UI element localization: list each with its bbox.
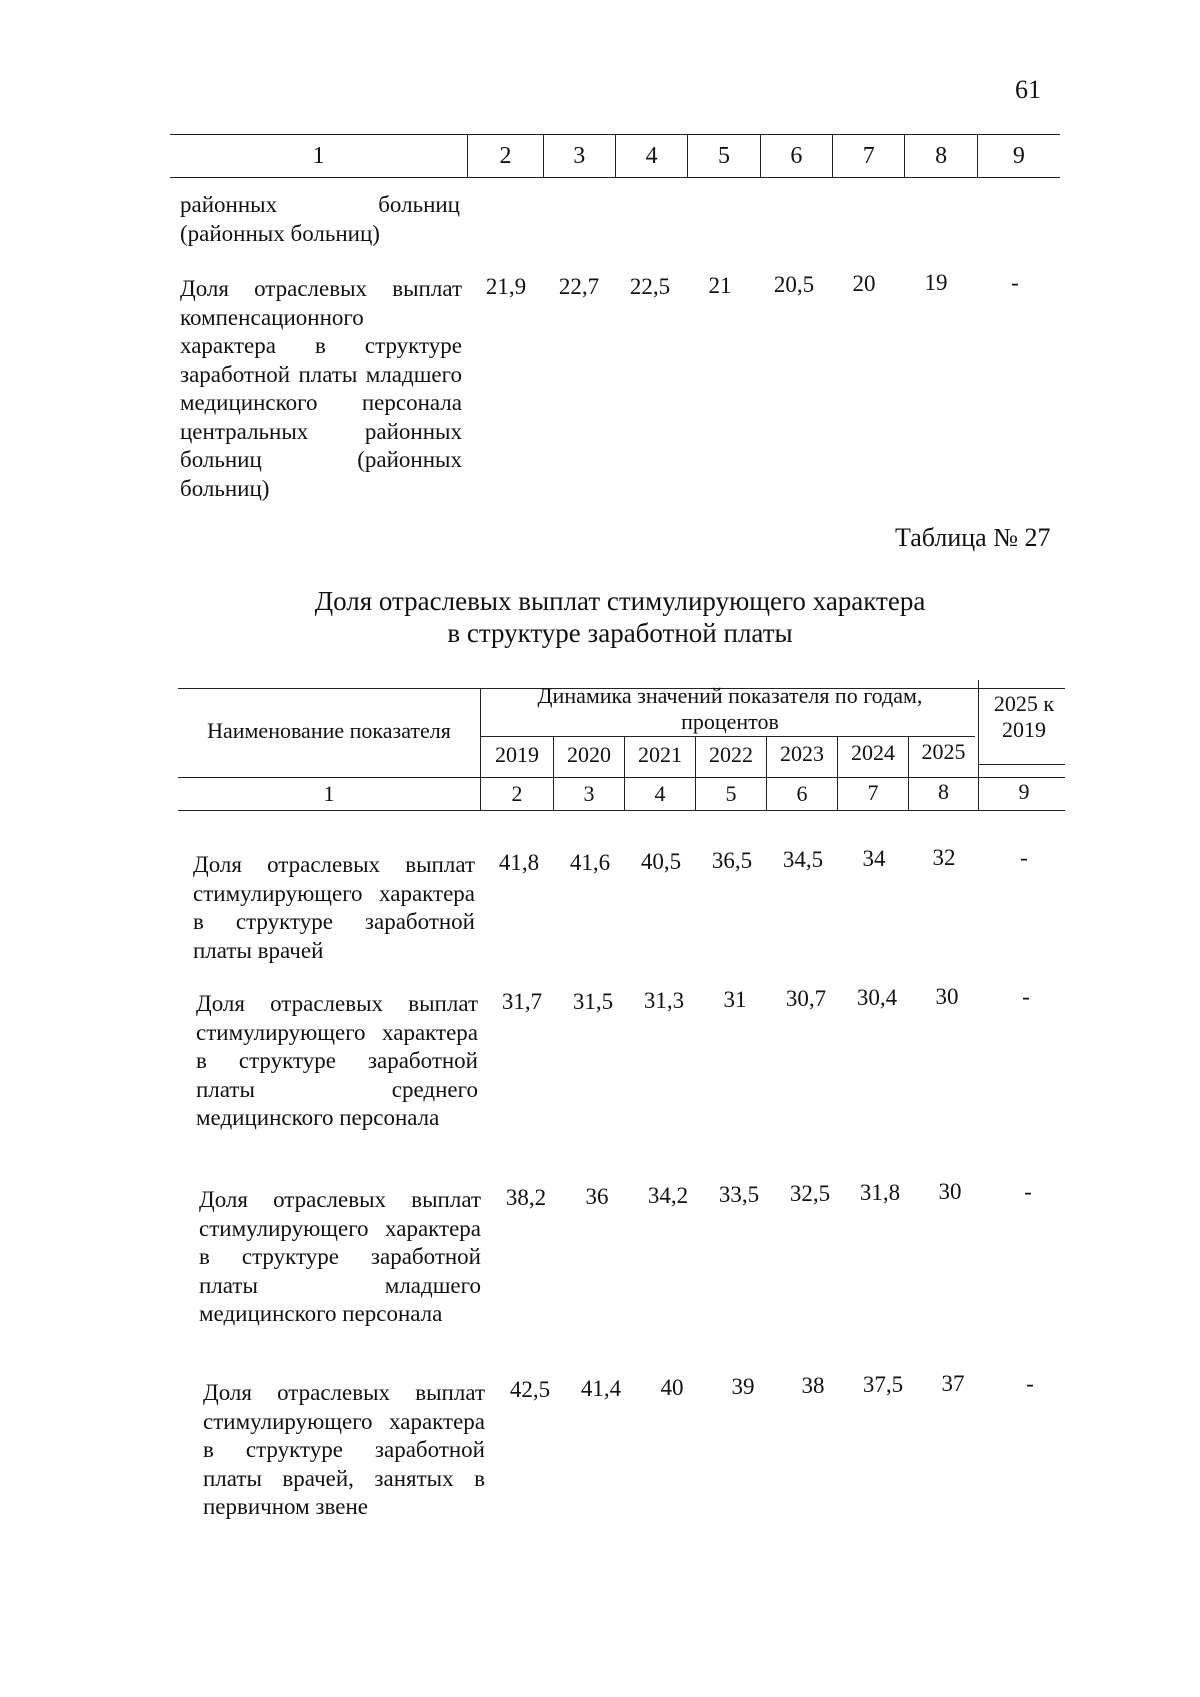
- table-cell: 20: [852, 271, 876, 296]
- header-year: 2019: [495, 742, 539, 767]
- table-cell: 41,6: [569, 850, 611, 875]
- header-dynamics: Динамика значений показателя по годам, процентов: [537, 683, 923, 734]
- table-cell: -: [1024, 1179, 1032, 1204]
- col-number: 7: [867, 780, 879, 805]
- header-year: 2024: [851, 740, 895, 765]
- table-cell: 38,2: [505, 1185, 547, 1210]
- page-number: 61: [1015, 75, 1041, 104]
- table-row-label: Доля отраслевых выплат компенсационного характера в структуре заработной платы младшего медицинского персонала центральных районных больниц (районных больниц): [180, 276, 462, 501]
- header-name-column: Наименование показателя: [207, 718, 451, 743]
- col-number: 2: [467, 135, 542, 177]
- header-ratio-column: 2025 к 2019: [993, 691, 1055, 742]
- table-cell: 34,2: [647, 1183, 689, 1208]
- table-cell: 40,5: [640, 849, 682, 874]
- col-number: 3: [583, 781, 595, 806]
- table-cell: 31,5: [572, 989, 614, 1014]
- table-title: [220, 585, 1020, 649]
- col-number: 1: [312, 143, 325, 169]
- col-number: 3: [543, 135, 615, 177]
- table-cell: 21,9: [485, 274, 527, 299]
- header-year: 2025: [921, 739, 966, 764]
- col-number: 4: [654, 781, 666, 806]
- table-cell: 31: [723, 987, 747, 1012]
- table-cell: 40: [660, 1375, 684, 1400]
- col-number: 9: [1018, 779, 1030, 804]
- table-cell: 30: [938, 1179, 962, 1204]
- table-cell: 31,3: [643, 988, 685, 1013]
- table-cell: 34,5: [782, 847, 824, 872]
- table-title-line2: в структуре заработной платы: [447, 618, 793, 648]
- table-cell: 36,5: [711, 848, 753, 873]
- continued-table-header: [170, 134, 1060, 178]
- col-number: 1: [323, 781, 335, 806]
- col-number: 7: [832, 135, 904, 177]
- table-cell: 32: [932, 845, 956, 870]
- table-row-label: Доля отраслевых выплат стимулирующего характера в структуре заработной платы среднего медицинского персонала: [196, 991, 478, 1130]
- col-number: 5: [687, 135, 759, 177]
- col-number: 8: [904, 135, 976, 177]
- col-number: 5: [725, 781, 737, 806]
- table-number: Таблица № 27: [895, 523, 1051, 552]
- table-cell: 32,5: [789, 1181, 831, 1206]
- table-cell: 37,5: [862, 1372, 904, 1397]
- table-cell: 42,5: [509, 1377, 551, 1402]
- table-row-label: Доля отраслевых выплат стимулирующего характера в структуре заработной платы младшего медицинского персонала: [199, 1187, 481, 1326]
- table-cell: -: [1022, 984, 1030, 1009]
- table-cell: 39: [731, 1374, 755, 1399]
- table-cell: -: [1026, 1371, 1034, 1396]
- header-year: 2021: [638, 742, 682, 767]
- table-cell: 22,7: [558, 274, 600, 299]
- header-year: 2020: [567, 742, 611, 767]
- table-cell: 41,8: [498, 850, 540, 875]
- table-cell: 36: [585, 1184, 609, 1209]
- col-number: 4: [615, 135, 687, 177]
- table-cell: 34: [862, 846, 886, 871]
- table-row-label: Доля отраслевых выплат стимулирующего характера в структуре заработной платы врачей: [193, 852, 475, 963]
- col-number: 8: [938, 779, 949, 804]
- table-cell: 22,5: [629, 274, 671, 299]
- table-cell: 20,5: [773, 272, 815, 297]
- header-year: 2022: [709, 742, 753, 767]
- table-cell: 19: [924, 270, 948, 295]
- table-cell: 41,4: [580, 1376, 622, 1401]
- col-number: 9: [977, 135, 1060, 177]
- continued-row-label-line1: районных больниц: [180, 192, 460, 217]
- header-year: 2023: [780, 741, 824, 766]
- table-cell: 33,5: [718, 1182, 760, 1207]
- table-cell: -: [1011, 270, 1019, 295]
- col-number: 6: [760, 135, 832, 177]
- table-cell: -: [1020, 845, 1028, 870]
- table-cell: 38: [801, 1373, 825, 1398]
- table-row-label: Доля отраслевых выплат стимулирующего характера в структуре заработной платы врачей, занятых в первичном звене: [203, 1380, 485, 1519]
- col-number: 6: [796, 781, 808, 806]
- continued-row-label-line2: (районных больниц): [180, 221, 380, 246]
- col-number: 2: [511, 781, 523, 806]
- table-cell: 30: [935, 984, 959, 1009]
- table-title-line1: Доля отраслевых выплат стимулирующего характера: [314, 586, 926, 616]
- table-cell: 37: [941, 1371, 965, 1396]
- table-cell: 30,7: [785, 986, 827, 1011]
- table-cell: 31,7: [501, 989, 543, 1014]
- table-cell: 30,4: [856, 985, 898, 1010]
- table-cell: 31,8: [859, 1180, 901, 1205]
- table-cell: 21: [708, 273, 732, 298]
